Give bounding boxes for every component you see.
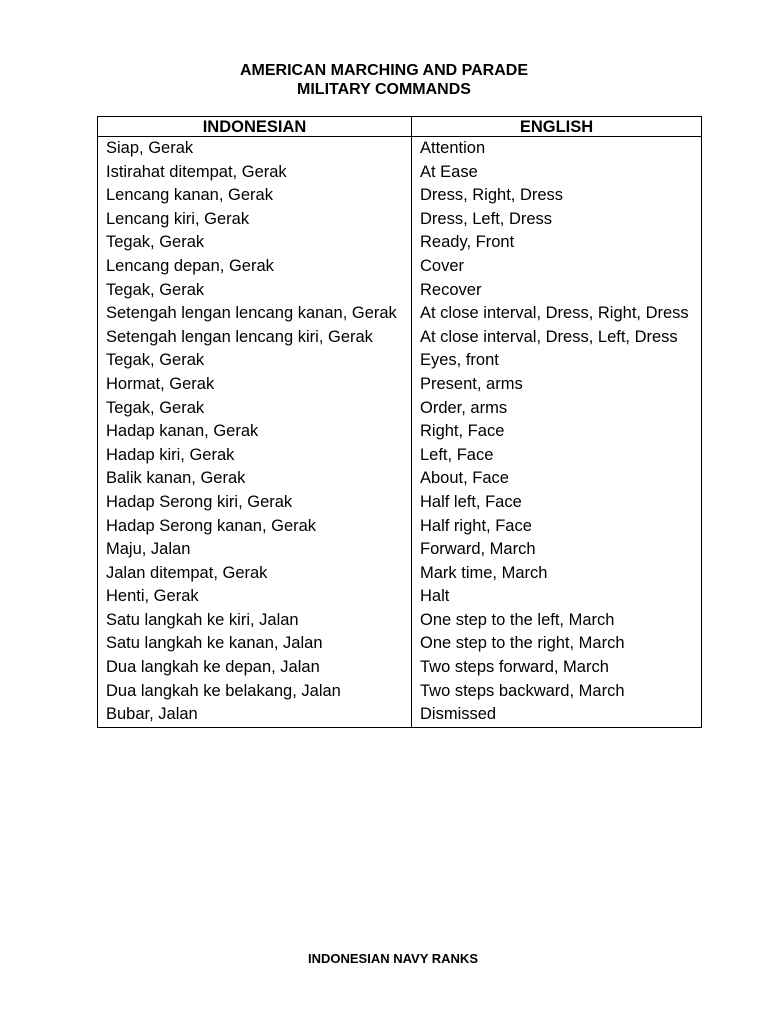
indonesian-command: Hadap kanan, Gerak — [98, 420, 412, 444]
table-row — [98, 656, 702, 680]
english-command: About, Face — [412, 467, 702, 491]
english-command: Recover — [412, 279, 702, 303]
table-row — [98, 208, 702, 232]
document-title-line-1: AMERICAN MARCHING AND PARADE — [240, 62, 528, 79]
section-heading-navy-ranks: INDONESIAN NAVY RANKS — [308, 951, 478, 966]
english-command: Half left, Face — [412, 491, 702, 515]
english-command: Cover — [412, 255, 702, 279]
header-english: ENGLISH — [412, 117, 702, 137]
table-row — [98, 255, 702, 279]
indonesian-command: Jalan ditempat, Gerak — [98, 562, 412, 586]
indonesian-command: Tegak, Gerak — [98, 279, 412, 303]
table-row — [98, 515, 702, 539]
indonesian-command: Setengah lengan lencang kanan, Gerak — [98, 302, 412, 326]
table-row — [98, 137, 702, 161]
table-row — [98, 231, 702, 255]
table-row — [98, 491, 702, 515]
english-command: Half right, Face — [412, 515, 702, 539]
table-row — [98, 302, 702, 326]
table-row — [98, 184, 702, 208]
indonesian-command: Hadap Serong kanan, Gerak — [98, 515, 412, 539]
table-row — [98, 632, 702, 656]
commands-table — [97, 116, 702, 728]
english-command: One step to the left, March — [412, 609, 702, 633]
indonesian-command: Lencang kiri, Gerak — [98, 208, 412, 232]
header-indonesian: INDONESIAN — [98, 117, 412, 137]
table-row — [98, 703, 702, 727]
indonesian-command: Tegak, Gerak — [98, 231, 412, 255]
table-row — [98, 326, 702, 350]
indonesian-command: Dua langkah ke belakang, Jalan — [98, 680, 412, 704]
table-row — [98, 467, 702, 491]
indonesian-command: Dua langkah ke depan, Jalan — [98, 656, 412, 680]
english-command: Ready, Front — [412, 231, 702, 255]
english-command: Present, arms — [412, 373, 702, 397]
indonesian-command: Istirahat ditempat, Gerak — [98, 161, 412, 185]
indonesian-command: Lencang depan, Gerak — [98, 255, 412, 279]
table-row — [98, 585, 702, 609]
english-command: Eyes, front — [412, 349, 702, 373]
english-command: Two steps forward, March — [412, 656, 702, 680]
document-title-line-2: MILITARY COMMANDS — [297, 81, 471, 98]
english-command: Order, arms — [412, 397, 702, 421]
table-row — [98, 538, 702, 562]
table-row — [98, 279, 702, 303]
indonesian-command: Bubar, Jalan — [98, 703, 412, 727]
table-header-row — [98, 117, 702, 137]
indonesian-command: Lencang kanan, Gerak — [98, 184, 412, 208]
table-row — [98, 373, 702, 397]
english-command: Attention — [412, 137, 702, 161]
indonesian-command: Tegak, Gerak — [98, 397, 412, 421]
english-command: Halt — [412, 585, 702, 609]
english-command: Dress, Right, Dress — [412, 184, 702, 208]
english-command: At close interval, Dress, Right, Dress — [412, 302, 702, 326]
english-command: Forward, March — [412, 538, 702, 562]
table-row — [98, 420, 702, 444]
indonesian-command: Hormat, Gerak — [98, 373, 412, 397]
table-row — [98, 349, 702, 373]
english-command: Dress, Left, Dress — [412, 208, 702, 232]
indonesian-command: Satu langkah ke kiri, Jalan — [98, 609, 412, 633]
indonesian-command: Satu langkah ke kanan, Jalan — [98, 632, 412, 656]
english-command: Two steps backward, March — [412, 680, 702, 704]
indonesian-command: Tegak, Gerak — [98, 349, 412, 373]
indonesian-command: Siap, Gerak — [98, 137, 412, 161]
indonesian-command: Hadap kiri, Gerak — [98, 444, 412, 468]
indonesian-command: Balik kanan, Gerak — [98, 467, 412, 491]
indonesian-command: Maju, Jalan — [98, 538, 412, 562]
table-row — [98, 562, 702, 586]
table-row — [98, 161, 702, 185]
table-body — [98, 137, 702, 728]
english-command: Left, Face — [412, 444, 702, 468]
table-row — [98, 444, 702, 468]
english-command: Right, Face — [412, 420, 702, 444]
english-command: At Ease — [412, 161, 702, 185]
indonesian-command: Setengah lengan lencang kiri, Gerak — [98, 326, 412, 350]
english-command: Mark time, March — [412, 562, 702, 586]
english-command: At close interval, Dress, Left, Dress — [412, 326, 702, 350]
table-row — [98, 680, 702, 704]
english-command: One step to the right, March — [412, 632, 702, 656]
table-row — [98, 397, 702, 421]
indonesian-command: Hadap Serong kiri, Gerak — [98, 491, 412, 515]
table-row — [98, 609, 702, 633]
english-command: Dismissed — [412, 703, 702, 727]
indonesian-command: Henti, Gerak — [98, 585, 412, 609]
